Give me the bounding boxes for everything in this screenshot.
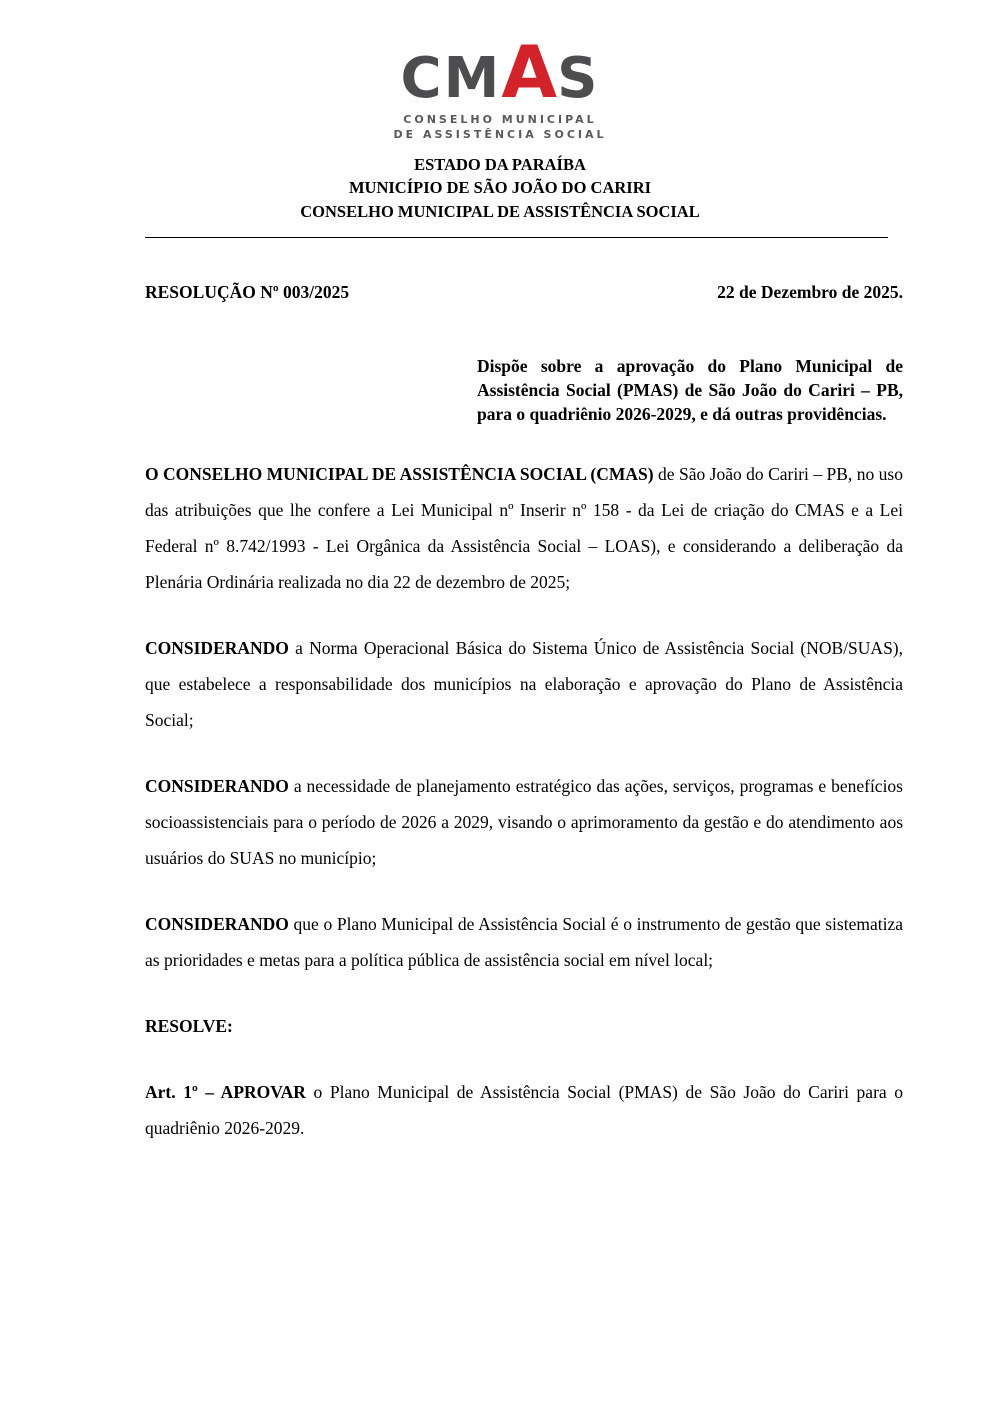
paragraph-resolve [145,1008,903,1044]
letterhead-council: CONSELHO MUNICIPAL DE ASSISTÊNCIA SOCIAL [300,201,700,221]
cmas-logo [97,30,903,143]
paragraph-preamble-lead: O CONSELHO MUNICIPAL DE ASSISTÊNCIA SOCIAL (CMAS) [145,464,654,485]
resolution-number: RESOLUÇÃO Nº 003/2025 [145,281,350,302]
logo-letters-cm: CM [400,46,502,111]
paragraph-considerando-2-text: a necessidade de planejamento estratégico das ações, serviços, programas e benefícios socioassistenciais para o período de 2026 a 2029, visando o aprimoramento da gestão e do atendimento aos usuários do SUAS no município; [145,776,903,869]
paragraph-considerando-3-text: que o Plano Municipal de Assistência Social é o instrumento de gestão que sistematiza as prioridades e metas para a política pública de assistência social em nível local; [145,914,903,971]
paragraph-considerando-1-lead: CONSIDERANDO [145,638,289,659]
paragraph-considerando-1-text: a Norma Operacional Básica do Sistema Único de Assistência Social (NOB/SUAS), que estabelece a responsabilidade dos municípios na elaboração e aprovação do Plano de Assistência Social; [145,638,903,731]
letterhead-state: ESTADO DA PARAÍBA [414,154,586,174]
letterhead [97,153,903,223]
ementa-summary: Dispõe sobre a aprovação do Plano Municipal de Assistência Social (PMAS) de São João do Cariri – PB, para o quadriênio 2026-2029, e dá outras providências. [477,355,903,424]
resolution-date: 22 de Dezembro de 2025. [717,281,903,302]
paragraph-art-1-lead: Art. 1º – APROVAR [145,1082,306,1103]
cmas-logo-subtitle [97,113,903,143]
cmas-logo-wordmark [97,30,903,114]
paragraph-considerando-1 [145,630,903,738]
paragraph-preamble [145,456,903,600]
paragraph-considerando-3-lead: CONSIDERANDO [145,914,289,935]
header-divider [145,237,888,238]
paragraph-considerando-3 [145,906,903,978]
logo-subtitle-line2: DE ASSISTÊNCIA SOCIAL [393,127,607,141]
paragraph-considerando-2 [145,768,903,876]
logo-subtitle-line1: CONSELHO MUNICIPAL [403,113,597,126]
logo-letter-s: S [557,46,600,111]
paragraph-art-1-text: o Plano Municipal de Assistência Social (PMAS) de São João do Cariri para o quadriênio 2026-2029. [145,1082,904,1139]
document-body [145,456,903,1146]
paragraph-resolve-lead: RESOLVE: [145,1016,233,1037]
resolution-title-row [145,282,903,303]
paragraph-art-1 [145,1074,903,1146]
paragraph-preamble-text: de São João do Cariri – PB, no uso das atribuições que lhe confere a Lei Municipal nº Inserir nº 158 - da Lei de criação do CMAS e a Lei Federal nº 8.742/1993 - Lei Orgânica da Assistência Social – LOAS), e considerando a deliberação da Plenária Ordinária realizada no dia 22 de dezembro de 2025; [145,464,903,593]
logo-letter-a: A [501,30,558,114]
letterhead-municipality: MUNICÍPIO DE SÃO JOÃO DO CARIRI [348,178,652,198]
paragraph-considerando-2-lead: CONSIDERANDO [145,776,289,797]
